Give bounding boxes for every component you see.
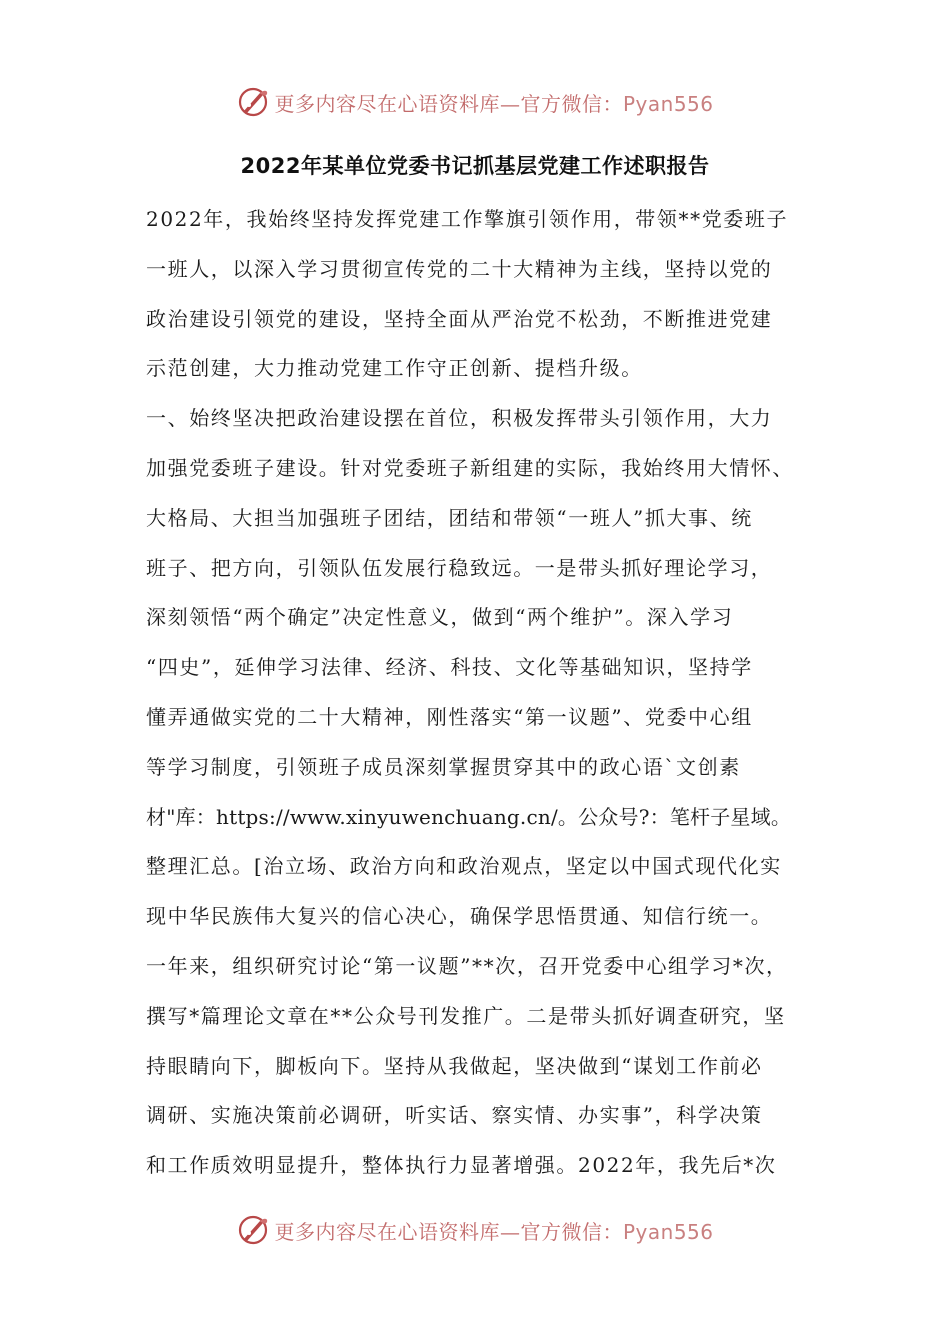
document-title: 2022年某单位党委书记抓基层党建工作述职报告 — [240, 154, 710, 178]
watermark-text — [274, 1216, 713, 1245]
watermark-text — [274, 88, 713, 117]
body-line: 班子、把方向，引领队伍发展行稳致远。一是带头抓好理论学习， — [146, 555, 773, 580]
watermark-label: 更多内容尽在心语资料库—官方微信： — [274, 91, 623, 116]
body-line: 现中华民族伟大复兴的信心决心，确保学思悟贯通、知信行统一。 — [146, 904, 773, 929]
quill-logo-icon — [236, 1213, 270, 1247]
body-line: 一、始终坚决把政治建设摆在首位，积极发挥带头引领作用，大力 — [146, 406, 773, 431]
quill-logo-icon — [236, 85, 270, 119]
body-line: 加强党委班子建设。针对党委班子新组建的实际，我始终用大情怀、 — [146, 455, 794, 480]
body-line: 2022年，我始终坚持发挥党建工作擎旗引领作用，带领**党委班子 — [146, 207, 789, 231]
body-line-url: 材"库：https://www.xinyuwenchuang.cn/。公众号?：笔杆子星域。 — [146, 804, 792, 829]
body-line: 持眼睛向下，脚板向下。坚持从我做起，坚决做到“谋划工作前必 — [146, 1053, 763, 1078]
footer-watermark-banner — [0, 1210, 950, 1250]
watermark-wechat-handle: Pyan556 — [622, 91, 714, 116]
body-line: 政治建设引领党的建设，坚持全面从严治党不松劲，不断推进党建 — [146, 306, 773, 331]
watermark-wechat-handle: Pyan556 — [622, 1219, 714, 1244]
document-body — [146, 197, 826, 1193]
body-line: 示范创建，大力推动党建工作守正创新、提档升级。 — [146, 356, 643, 381]
body-line: 调研、实施决策前必调研，听实话、察实情、办实事”，科学决策 — [146, 1103, 763, 1128]
body-line: 撰写*篇理论文章在**公众号刊发推广。二是带头抓好调查研究，坚 — [146, 1003, 786, 1028]
body-line: 和工作质效明显提升，整体执行力显著增强。2022年，我先后*次 — [146, 1153, 777, 1178]
body-line: 等学习制度，引领班子成员深刻掌握贯穿其中的政心语`文创素 — [146, 754, 741, 779]
body-line: “四史”，延伸学习法律、经济、科技、文化等基础知识，坚持学 — [146, 655, 753, 680]
body-line: 整理汇总。[治立场、政治方向和政治观点，坚定以中国式现代化实 — [146, 854, 782, 879]
body-line: 深刻领悟“两个确定”决定性意义，做到“两个维护”。深入学习 — [146, 605, 734, 630]
watermark-label: 更多内容尽在心语资料库—官方微信： — [274, 1219, 623, 1244]
body-line: 一年来，组织研究讨论“第一议题”**次，召开党委中心组学习*次， — [146, 953, 788, 978]
body-line: 懂弄通做实党的二十大精神，刚性落实“第一议题”、党委中心组 — [146, 704, 753, 729]
body-line: 大格局、大担当加强班子团结，团结和带领“一班人”抓大事、统 — [146, 505, 753, 530]
header-watermark-banner — [0, 82, 950, 122]
body-line: 一班人，以深入学习贯彻宣传党的二十大精神为主线，坚持以党的 — [146, 256, 773, 281]
